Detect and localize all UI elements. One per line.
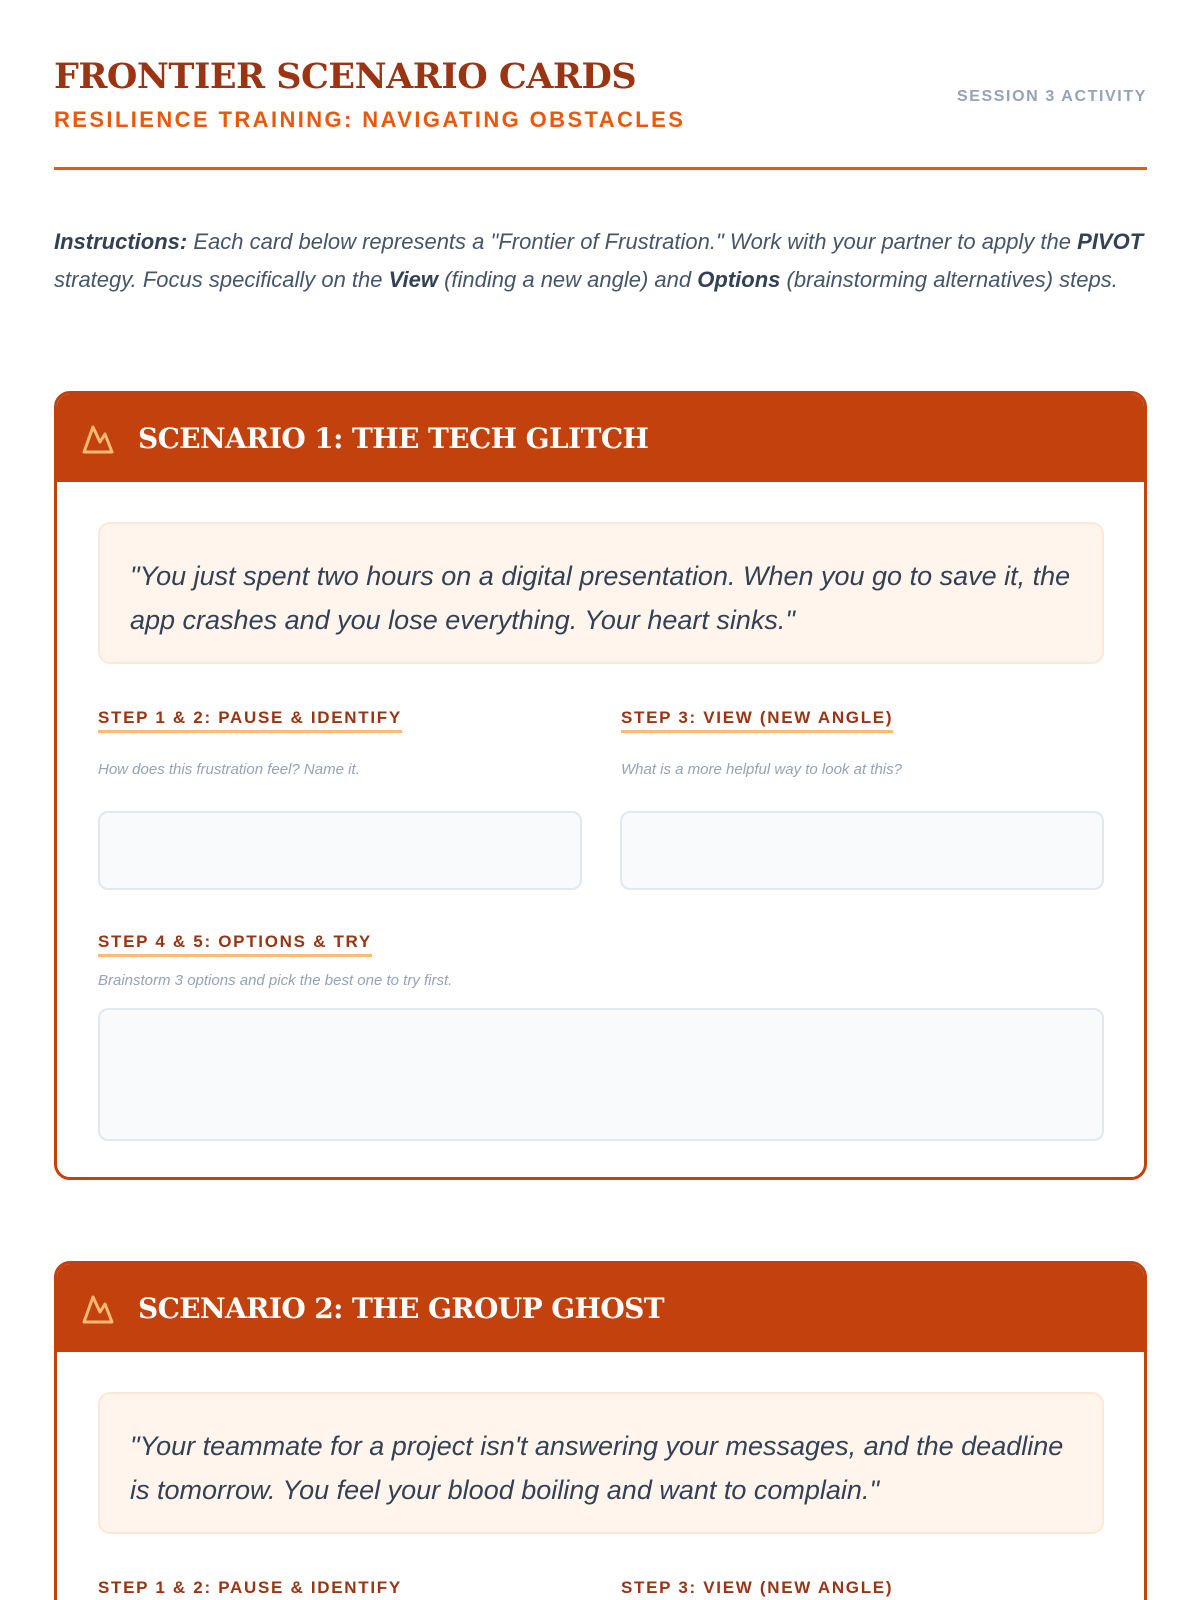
step-pause-label: STEP 1 & 2: PAUSE & IDENTIFY [98,709,402,733]
step-options-label: STEP 4 & 5: OPTIONS & TRY [98,933,372,957]
step-pause-hint: How does this frustration feel? Name it. [98,761,360,778]
instructions [54,223,1147,299]
page-title: FRONTIER SCENARIO CARDS [54,56,637,97]
mountain-icon [81,421,115,455]
step-view-hint: What is a more helpful way to look at this? [621,761,902,778]
step-view-label: STEP 3: VIEW (NEW ANGLE) [621,1579,893,1600]
page-subtitle: RESILIENCE TRAINING: NAVIGATING OBSTACLES [54,106,686,132]
instructions-label: Instructions: [54,229,188,254]
instructions-view: View [388,267,438,292]
instructions-text-4: (brainstorming alternatives) steps. [780,267,1118,292]
instructions-options: Options [697,267,781,292]
mountain-icon [81,1291,115,1325]
scenario-card-header [57,394,1144,482]
session-badge: SESSION 3 ACTIVITY [956,88,1147,105]
page-header [54,58,1147,170]
scenario-card-2 [54,1261,1147,1600]
instructions-text-2: strategy. Focus specifically on the [54,267,389,292]
view-angle-field[interactable] [620,811,1104,890]
scenario-quote: "You just spent two hours on a digital presentation. When you go to save it, the app crashes and you lose everything. Your heart sinks." [98,522,1104,664]
pause-identify-field[interactable] [98,811,582,890]
step-view-label: STEP 3: VIEW (NEW ANGLE) [621,709,893,733]
scenario-title: SCENARIO 1: THE TECH GLITCH [138,421,649,455]
scenario-card-header [57,1264,1144,1352]
instructions-text-3: (finding a new angle) and [437,267,698,292]
step-options-hint: Brainstorm 3 options and pick the best one to try first. [98,972,453,989]
options-try-field[interactable] [98,1008,1104,1141]
step-pause-label: STEP 1 & 2: PAUSE & IDENTIFY [98,1579,402,1600]
instructions-pivot: PIVOT [1077,229,1144,254]
scenario-quote: "Your teammate for a project isn't answering your messages, and the deadline is tomorrow. You feel your blood boiling and want to complain." [98,1392,1104,1534]
scenario-title: SCENARIO 2: THE GROUP GHOST [138,1291,665,1325]
instructions-text-1: Each card below represents a "Frontier of Frustration." Work with your partner to apply the [187,229,1078,254]
scenario-card-1 [54,391,1147,1180]
